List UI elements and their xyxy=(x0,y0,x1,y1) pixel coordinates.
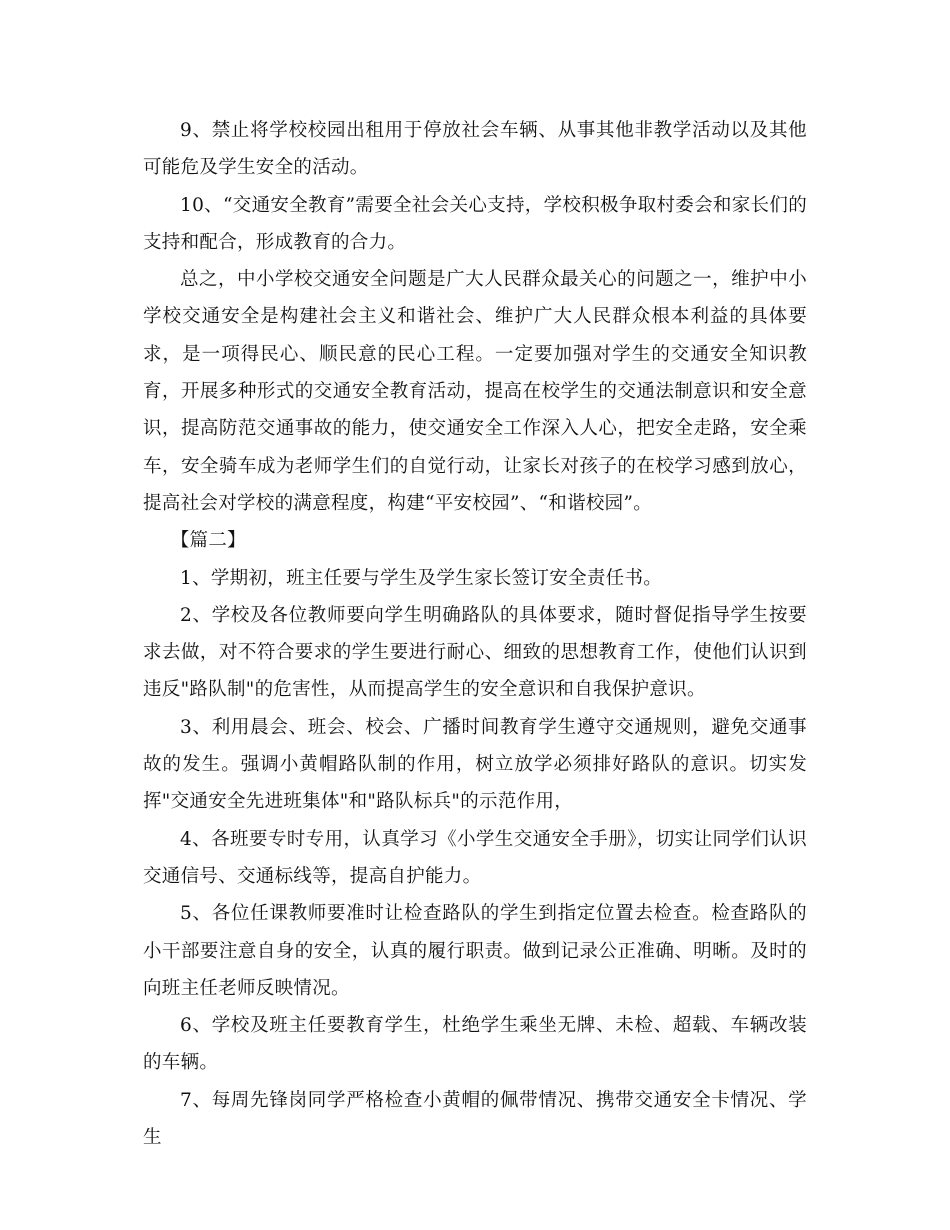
paragraph-item-10: 10、“交通安全教育”需要全社会关心支持，学校积极争取村委会和家长们的支持和配合，形成教育的合力。 xyxy=(143,194,807,253)
paragraph-summary: 总之，中小学校交通安全问题是广大人民群众最关心的问题之一，维护中小学校交通安全是构建社会主义和谐社会、维护广大人民群众根本利益的具体要求，是一项得民心、顺民意的民心工程。一定要加强对学生的交通安全知识教育，开展多种形式的交通安全教育活动，提高在校学生的交通法制意识和安全意识，提高防范交通事故的能力，使交通安全工作深入人心，把安全走路，安全乘车，安全骑车成为老师学生们的自觉行动，让家长对孩子的在校学习感到放心，提高社会对学校的满意程度，构建“平安校园”、“和谐校园”。 xyxy=(143,269,807,514)
document-body xyxy=(143,112,807,1156)
paragraph-item-3: 3、利用晨会、班会、校会、广播时间教育学生遵守交通规则，避免交通事故的发生。强调小黄帽路队制的作用，树立放学必须排好路队的意识。切实发挥"交通安全先进班集体"和"路队标兵"的示范作用， xyxy=(143,716,807,813)
paragraph-item-5: 5、各位任课教师要准时让检查路队的学生到指定位置去检查。检查路队的小干部要注意自身的安全，认真的履行职责。做到记录公正准确、明晰。及时的向班主任老师反映情况。 xyxy=(143,903,807,999)
paragraph-item-6: 6、学校及班主任要教育学生，杜绝学生乘坐无牌、未检、超载、车辆改装的车辆。 xyxy=(143,1015,807,1074)
paragraph-item-2: 2、学校及各位教师要向学生明确路队的具体要求，随时督促指导学生按要求去做，对不符合要求的学生要进行耐心、细致的思想教育工作，使他们认识到违反"路队制"的危害性，从而提高学生的安全意识和自我保护意识。 xyxy=(143,604,807,701)
paragraph-item-1: 1、学期初，班主任要与学生及学生家长签订安全责任书。 xyxy=(180,567,663,589)
paragraph-item-9: 9、禁止将学校校园出租用于停放社会车辆、从事其他非教学活动以及其他可能危及学生安全的活动。 xyxy=(143,120,807,179)
paragraph-item-4: 4、各班要专时专用，认真学习《小学生交通安全手册》，切实让同学们认识交通信号、交通标线等，提高自护能力。 xyxy=(143,828,807,887)
paragraph-item-7: 7、每周先锋岗同学严格检查小黄帽的佩带情况、携带交通安全卡情况、学生 xyxy=(143,1089,807,1149)
section-heading: 【篇二】 xyxy=(170,530,246,552)
